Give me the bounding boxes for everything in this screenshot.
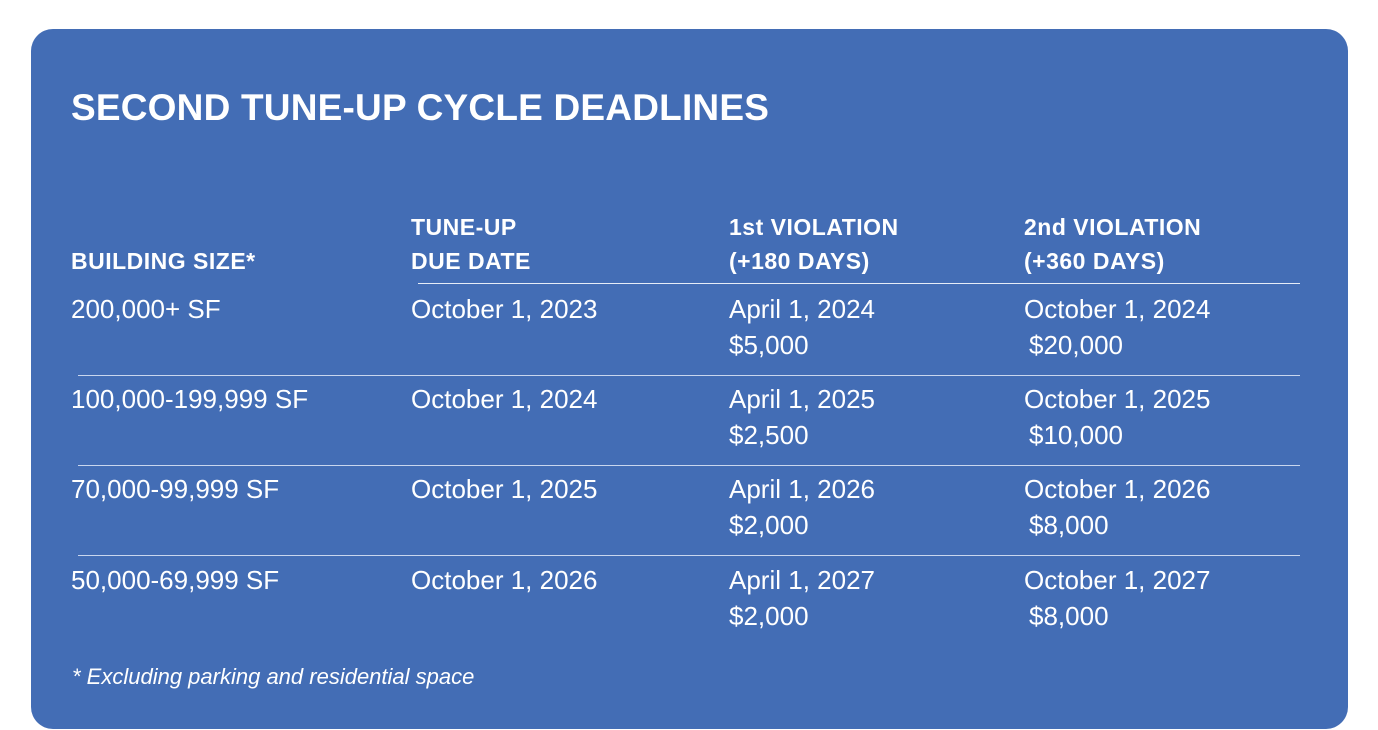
row-divider	[78, 465, 1300, 466]
cell-due-date: October 1, 2025	[411, 474, 598, 504]
cell-building-size: 100,000-199,999 SF	[71, 384, 309, 414]
header-divider	[418, 283, 1300, 284]
header-building-size: BUILDING SIZE*	[71, 248, 256, 274]
footnote: * Excluding parking and residential space	[72, 664, 475, 689]
second-violation-date: October 1, 2025	[1024, 384, 1211, 414]
second-violation-date: October 1, 2026	[1024, 474, 1211, 504]
header-due-date	[411, 210, 531, 278]
first-violation-fine: $2,500	[729, 420, 809, 450]
first-violation-fine: $2,000	[729, 601, 809, 631]
cell-building-size: 50,000-69,999 SF	[71, 565, 280, 595]
header-due-date-line2: DUE DATE	[411, 248, 531, 274]
cell-due-date: October 1, 2026	[411, 565, 598, 595]
cell-building-size: 200,000+ SF	[71, 294, 221, 324]
row-divider	[78, 375, 1300, 376]
cell-second-violation	[1024, 291, 1210, 363]
header-first-violation-line1: 1st VIOLATION	[729, 214, 899, 240]
first-violation-fine: $2,000	[729, 510, 809, 540]
cell-first-violation	[729, 291, 875, 363]
second-violation-date: October 1, 2027	[1024, 565, 1211, 595]
header-first-violation-line2: (+180 DAYS)	[729, 248, 870, 274]
cell-first-violation	[729, 562, 875, 634]
header-second-violation-line1: 2nd VIOLATION	[1024, 214, 1202, 240]
cell-second-violation	[1024, 562, 1210, 634]
header-due-date-line1: TUNE-UP	[411, 214, 517, 240]
cell-first-violation	[729, 471, 875, 543]
cell-due-date: October 1, 2024	[411, 384, 598, 414]
first-violation-date: April 1, 2027	[729, 565, 875, 595]
header-second-violation	[1024, 210, 1201, 278]
second-violation-fine: $8,000	[1029, 601, 1109, 631]
first-violation-date: April 1, 2026	[729, 474, 875, 504]
deadlines-panel	[31, 29, 1348, 729]
cell-due-date: October 1, 2023	[411, 294, 598, 324]
row-divider	[78, 555, 1300, 556]
second-violation-date: October 1, 2024	[1024, 294, 1211, 324]
first-violation-date: April 1, 2024	[729, 294, 875, 324]
second-violation-fine: $10,000	[1029, 420, 1123, 450]
cell-second-violation	[1024, 381, 1210, 453]
header-first-violation	[729, 210, 899, 278]
first-violation-fine: $5,000	[729, 330, 809, 360]
cell-building-size: 70,000-99,999 SF	[71, 474, 280, 504]
first-violation-date: April 1, 2025	[729, 384, 875, 414]
cell-second-violation	[1024, 471, 1210, 543]
second-violation-fine: $20,000	[1029, 330, 1123, 360]
header-second-violation-line2: (+360 DAYS)	[1024, 248, 1165, 274]
panel-title: SECOND TUNE-UP CYCLE DEADLINES	[71, 87, 770, 128]
second-violation-fine: $8,000	[1029, 510, 1109, 540]
cell-first-violation	[729, 381, 875, 453]
